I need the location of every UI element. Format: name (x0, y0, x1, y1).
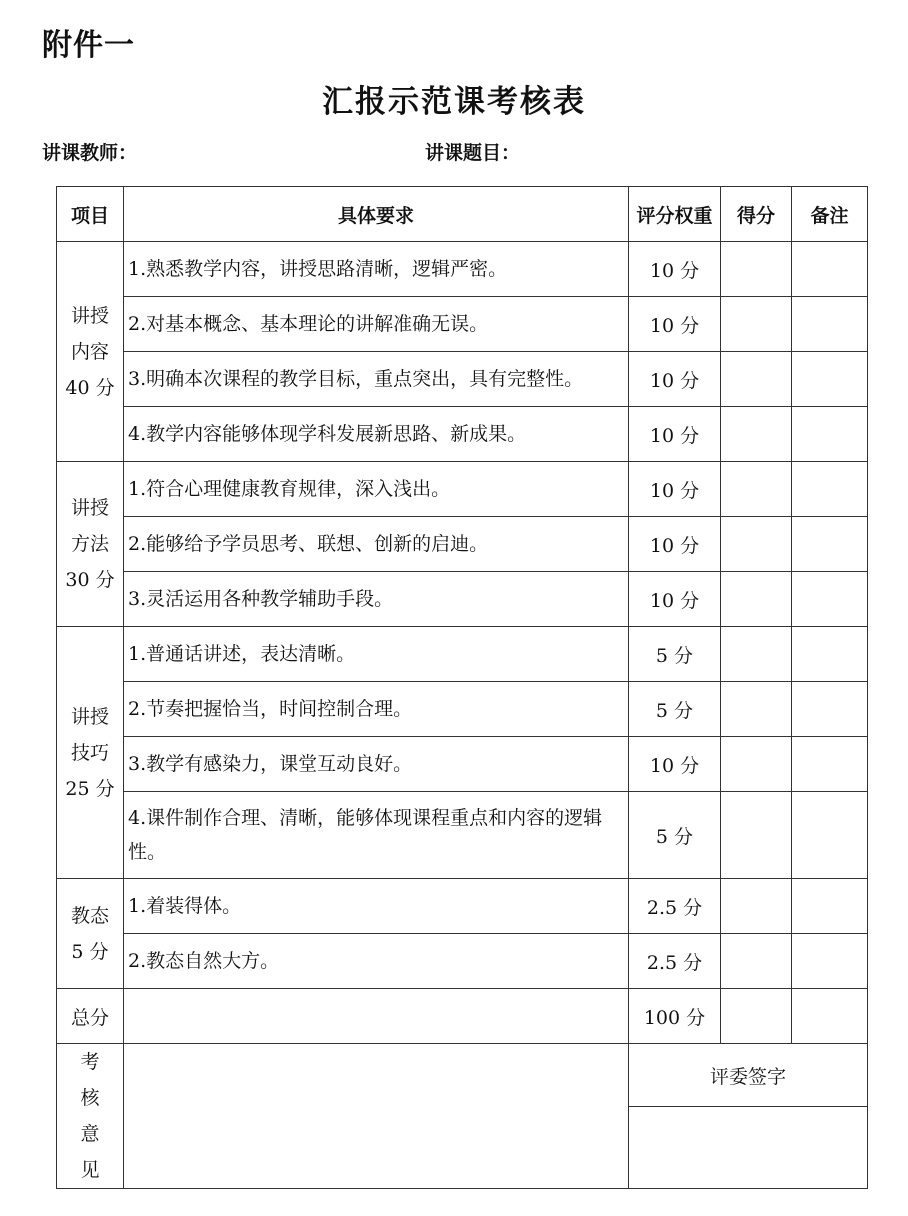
weight-value: 10 分 (629, 517, 721, 572)
topic-label: 讲课题目： (425, 142, 521, 164)
note-cell[interactable] (792, 682, 868, 737)
weight-value: 10 分 (629, 462, 721, 517)
teacher-label: 讲课教师： (42, 142, 138, 164)
note-cell[interactable] (792, 934, 868, 989)
category-line: 30 分 (65, 569, 115, 591)
weight-value: 10 分 (629, 407, 721, 462)
judge-signature-area[interactable] (629, 1107, 868, 1189)
score-cell[interactable] (721, 242, 792, 297)
note-cell[interactable] (792, 879, 868, 934)
requirement-text: 1.普通话讲述，表达清晰。 (124, 627, 629, 682)
note-cell[interactable] (792, 627, 868, 682)
weight-value: 10 分 (629, 242, 721, 297)
category-demeanor (57, 879, 124, 989)
category-line: 讲授 (70, 304, 109, 327)
weight-value: 10 分 (629, 572, 721, 627)
score-cell[interactable] (721, 934, 792, 989)
total-weight: 100 分 (629, 989, 721, 1044)
requirement-text: 2.节奏把握恰当，时间控制合理。 (124, 682, 629, 737)
note-cell[interactable] (792, 572, 868, 627)
header-score: 得分 (721, 187, 792, 242)
note-cell[interactable] (792, 517, 868, 572)
note-cell[interactable] (792, 737, 868, 792)
weight-value: 2.5 分 (629, 879, 721, 934)
judge-signature-label: 评委签字 (629, 1044, 868, 1107)
score-cell[interactable] (721, 462, 792, 517)
assessment-table (56, 186, 868, 1189)
score-cell[interactable] (721, 682, 792, 737)
total-score-cell[interactable] (721, 989, 792, 1044)
category-line: 讲授 (70, 705, 109, 728)
weight-value: 5 分 (629, 792, 721, 879)
weight-value: 10 分 (629, 297, 721, 352)
score-cell[interactable] (721, 572, 792, 627)
note-cell[interactable] (792, 242, 868, 297)
category-teaching-content (57, 242, 124, 462)
document-title: 汇报示范课考核表 (322, 84, 586, 120)
category-teaching-method (57, 462, 124, 627)
header-item: 项目 (57, 187, 124, 242)
total-requirement-blank (124, 989, 629, 1044)
category-line: 教态 (70, 904, 109, 927)
attachment-label: 附件一 (42, 28, 135, 63)
header-weight: 评分权重 (629, 187, 721, 242)
weight-value: 10 分 (629, 352, 721, 407)
requirement-text: 2.教态自然大方。 (124, 934, 629, 989)
weight-value: 10 分 (629, 737, 721, 792)
note-cell[interactable] (792, 352, 868, 407)
requirement-text: 2.能够给予学员思考、联想、创新的启迪。 (124, 517, 629, 572)
note-cell[interactable] (792, 462, 868, 517)
requirement-text: 4.教学内容能够体现学科发展新思路、新成果。 (124, 407, 629, 462)
total-label: 总分 (57, 989, 124, 1044)
category-line: 25 分 (65, 777, 115, 800)
assessment-opinion-label (57, 1044, 124, 1189)
opinion-char: 意 (80, 1123, 100, 1145)
requirement-text: 1.熟悉教学内容，讲授思路清晰，逻辑严密。 (124, 242, 629, 297)
weight-value: 5 分 (629, 682, 721, 737)
score-cell[interactable] (721, 879, 792, 934)
requirement-text: 1.符合心理健康教育规律，深入浅出。 (124, 462, 629, 517)
score-cell[interactable] (721, 297, 792, 352)
category-line: 技巧 (70, 741, 109, 764)
requirement-text: 3.明确本次课程的教学目标，重点突出，具有完整性。 (124, 352, 629, 407)
category-line: 内容 (70, 340, 109, 363)
requirement-text: 3.灵活运用各种教学辅助手段。 (124, 572, 629, 627)
note-cell[interactable] (792, 407, 868, 462)
weight-value: 5 分 (629, 627, 721, 682)
category-line: 方法 (70, 533, 109, 555)
header-note: 备注 (792, 187, 868, 242)
score-cell[interactable] (721, 627, 792, 682)
score-cell[interactable] (721, 407, 792, 462)
score-cell[interactable] (721, 792, 792, 879)
total-note-cell[interactable] (792, 989, 868, 1044)
requirement-text: 2.对基本概念、基本理论的讲解准确无误。 (124, 297, 629, 352)
score-cell[interactable] (721, 352, 792, 407)
weight-value: 2.5 分 (629, 934, 721, 989)
score-cell[interactable] (721, 737, 792, 792)
opinion-char: 核 (80, 1087, 100, 1109)
opinion-char: 考 (80, 1051, 100, 1073)
header-requirement: 具体要求 (124, 187, 629, 242)
requirement-text: 3.教学有感染力，课堂互动良好。 (124, 737, 629, 792)
opinion-char: 见 (80, 1159, 100, 1181)
note-cell[interactable] (792, 297, 868, 352)
score-cell[interactable] (721, 517, 792, 572)
note-cell[interactable] (792, 792, 868, 879)
category-teaching-skills (57, 627, 124, 879)
opinion-text-area[interactable] (124, 1044, 629, 1189)
category-line: 5 分 (71, 940, 109, 963)
category-line: 讲授 (70, 497, 109, 519)
category-line: 40 分 (65, 376, 115, 399)
requirement-text: 1.着装得体。 (124, 879, 629, 934)
requirement-text: 4.课件制作合理、清晰，能够体现课程重点和内容的逻辑性。 (124, 792, 629, 879)
